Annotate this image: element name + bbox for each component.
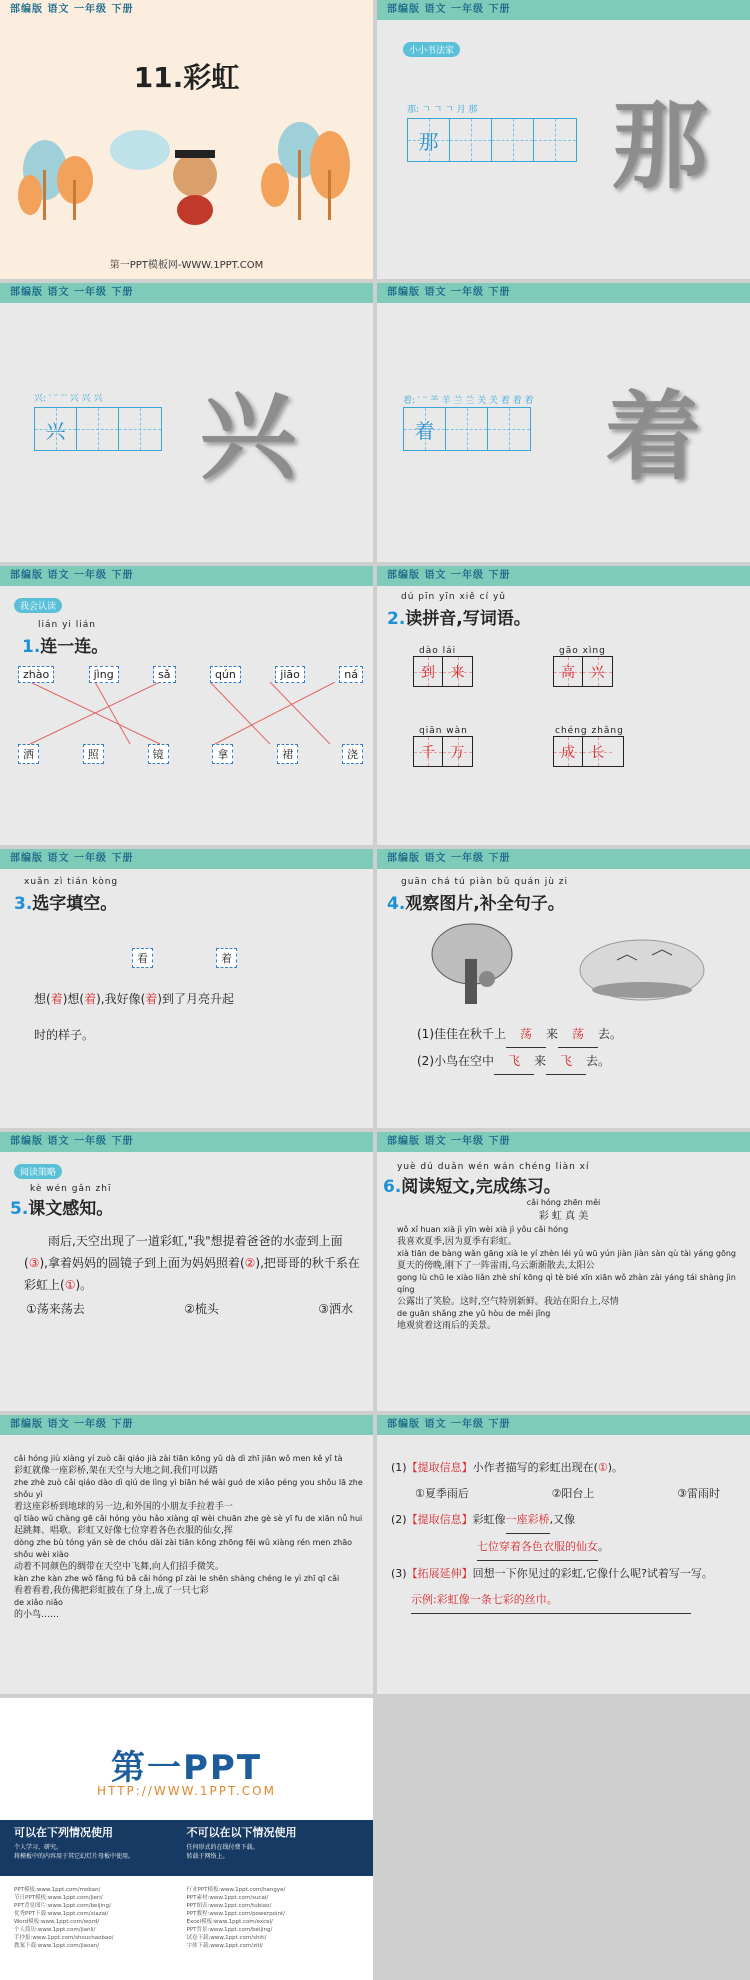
links-panel [0,1886,373,1950]
link-item[interactable]: 优秀PPT下载:www.1ppt.com/xiazai/ [14,1911,109,1917]
link-item[interactable]: PPT背景图片:www.1ppt.com/beijing/ [14,1903,111,1909]
paragraph-text: 雨后,天空出现了一道彩虹,"我"想提着爸爸的水壶到上面( [24,1234,343,1270]
link-item[interactable]: PPT素材:www.1ppt.com/sucai/ [186,1895,269,1901]
line-pinyin: wǒ xǐ huan xià jì yīn wèi xià jì yǒu cǎi hóng [397,1225,569,1234]
header-label: 部编版 语文 一年级 下册 [0,1415,373,1435]
title-pinyin: dú pīn yīn xiě cí yǔ [401,592,507,602]
link-item[interactable]: 行业PPT模板:www.1ppt.com/hangye/ [186,1887,286,1893]
paragraph-text: )。 [75,1278,93,1292]
stroke-order: 兴: ‵ ‵‵ ‵‵‵ 兴 兴 兴 [34,394,103,404]
question-tag: 【提取信息】 [406,1461,473,1474]
line-pinyin: kàn zhe kàn zhe wǒ fǎng fú bǎ cǎi hóng pī zài le shēn shàng chéng le yì zhī qī cǎi [14,1574,340,1583]
answer: 荡 [506,1021,546,1048]
header-label: 部编版 语文 一年级 下册 [0,566,373,586]
line-pinyin: de xiǎo niǎo [14,1598,63,1607]
answer: 一座彩桥 [506,1507,550,1534]
cover-title: 11.彩虹 [133,61,240,94]
item-number: 1. [22,637,41,657]
answer: ③ [28,1256,40,1270]
cover-site: 第一PPT模板网-WWW.1PPT.COM [109,260,264,271]
item-title: 读拼音,写词语。 [405,609,531,629]
word-group [413,646,473,687]
big-char: 那 [612,89,708,202]
cannot-item: 转载于网络上。 [186,1853,229,1860]
tianzi-grid [407,118,577,162]
title-pinyin: yuè dú duǎn wén wán chéng liàn xí [397,1162,590,1172]
answer: ① [597,1461,608,1474]
header-label: 部编版 语文 一年级 下册 [377,283,750,303]
badge-label: 阅读策略 [14,1164,62,1179]
birds-image [577,935,707,1005]
swing-tree-image [427,919,517,1009]
question-number: (2) [391,1513,407,1526]
option: ②阳台上 [551,1487,595,1500]
autumn-trees-illustration [0,100,373,260]
line-text: 起跳舞、唱歌。彩虹又好像七位穿着各色衣服的仙女,挥 [14,1526,233,1536]
tianzi-grid [34,407,162,451]
header-label: 部编版 语文 一年级 下册 [0,849,373,869]
header-label: 部编版 语文 一年级 下册 [377,0,750,20]
heading-pinyin: cǎi hóng zhēn měi [526,1198,601,1207]
slide-write-na[interactable] [377,0,750,279]
slide-connect[interactable] [0,566,373,845]
link-item[interactable]: 教案下载:www.1ppt.com/jiaoan/ [14,1943,100,1949]
word-char: 兴 [590,664,605,681]
link-item[interactable]: Excel模板:www.1ppt.com/excel/ [186,1919,273,1925]
header-label: 部编版 语文 一年级 下册 [10,4,134,15]
grid-char: 兴 [45,418,66,443]
item-number: 2. [387,609,406,629]
sentence-text: 来 [546,1027,559,1041]
grid-char: 那 [418,129,439,154]
slide-cover[interactable] [0,0,373,279]
empty-cell [377,1698,750,1980]
question-text: )。 [607,1461,624,1474]
slide-read-write[interactable] [377,566,750,845]
char-box[interactable]: 浇 [342,744,363,764]
sentence-text: 去。 [598,1027,623,1041]
word-pinyin: chéng zhǎng [555,726,624,736]
option: ③雷雨时 [677,1487,720,1500]
answer: ① [64,1278,76,1292]
link-item[interactable]: Word模板:www.1ppt.com/word/ [14,1919,100,1925]
slide-write-zhe[interactable] [377,283,750,562]
header-label: 部编版 语文 一年级 下册 [377,1132,750,1152]
can-item: 个人学习、研究。 [14,1844,63,1851]
char-box[interactable]: 照 [83,744,104,764]
tianzi-grid [403,407,531,451]
question-text: 回想一下你见过的彩虹,它像什么呢?试着写一写。 [472,1567,713,1580]
header-label: 部编版 语文 一年级 下册 [377,566,750,586]
option-box[interactable]: 看 [132,948,153,968]
title-pinyin: kè wén gǎn zhī [30,1184,112,1194]
stroke-order: 着: ‵ ‵‵ ⺷ 羊 兰 兰 关 关 着 着 着 [403,396,534,406]
link-item[interactable]: PPT教程:www.1ppt.com/powerpoint/ [186,1911,285,1917]
item-title: 观察图片,补全句子。 [405,894,565,914]
word-group [553,726,624,767]
heading-text: 彩 虹 真 美 [538,1211,589,1222]
paragraph-text: ),把哥哥的秋千系在彩虹上( [24,1256,360,1292]
passage-heading [377,1198,750,1222]
sentence-text: )想( [62,992,85,1006]
option: ②梳头 [184,1302,219,1316]
answer: 着 [145,992,158,1006]
title-pinyin: guān chá tú piàn bǔ quán jù zi [401,877,568,887]
sentences [417,1021,622,1075]
word-pinyin: qiān wàn [419,726,468,736]
slide-choose[interactable] [0,849,373,1128]
line-text: 着这座彩桥到地球的另一边,和外国的小朋友手拉着手一 [14,1502,233,1512]
word-char: 千 [421,744,435,761]
header-label: 部编版 语文 一年级 下册 [0,1132,373,1152]
logo: 第一PPT [110,1748,263,1788]
title-pinyin: lián yi lián [38,620,96,630]
badge-label: 我会认读 [14,598,62,613]
line-text: 的小鸟…… [14,1610,60,1620]
answer: 七位穿着各色衣服的仙女 [477,1534,598,1561]
line-text: 看着看着,我仿佛把彩虹披在了身上,成了一只七彩 [14,1586,209,1596]
item-title: 阅读短文,完成练习。 [401,1177,561,1197]
link-item[interactable]: 手抄报:www.1ppt.com/shouchaobao/ [14,1935,114,1941]
logo-url[interactable]: HTTP://WWW.1PPT.COM [97,1784,276,1798]
item-title: 连一连。 [40,637,109,657]
question-tag: 【拓展延伸】 [406,1567,473,1580]
header-label: 部编版 语文 一年级 下册 [0,283,373,303]
pinyin-box[interactable]: jiāo [275,666,305,683]
link-item[interactable]: PPT背景:www.1ppt.com/beijing/ [186,1927,273,1933]
usage-panel [0,1820,373,1876]
item-number: 3. [14,894,33,914]
questions-block [391,1455,740,1614]
sentence-text: )到了月亮升起 [157,992,234,1006]
cannot-item: 任何形式的在线付费下载。 [186,1844,259,1851]
answer: 荡 [558,1021,598,1048]
pinyin-box[interactable]: sǎ [153,666,175,683]
slide-passage-continued[interactable] [0,1415,373,1694]
answer: 着 [50,992,63,1006]
answer: ② [244,1256,256,1270]
word-char: 万 [450,744,465,761]
pinyin-box[interactable]: ná [339,666,363,683]
word-char: 到 [421,664,435,681]
question-text: ,又像 [549,1513,576,1526]
slide-reading[interactable] [0,1132,373,1411]
line-pinyin: dòng zhe bù tóng yán sè de chóu dài zài tiān kōng zhōng fēi wǔ xiàng rén men zhāo shǒu wèi xiào [14,1538,353,1559]
link-item[interactable]: 节日PPT模板:www.1ppt.com/jieri/ [14,1895,103,1901]
passage-body [397,1224,742,1332]
line-text: 彩虹就像一座彩桥,架在天空与大地之间,我们可以踏 [14,1466,218,1476]
option-box[interactable]: 着 [216,948,237,968]
sentence-text: 来 [534,1054,547,1068]
item-number: 4. [387,894,406,914]
pinyin-box[interactable]: jìng [89,666,119,683]
big-char: 着 [605,380,701,493]
question-text: 彩虹像 [472,1513,506,1526]
line-text: 夏天的傍晚,刚下了一阵雷雨,乌云渐渐散去,太阳公 [397,1261,595,1271]
link-item[interactable]: PPT图表:www.1ppt.com/tubiao/ [186,1903,272,1909]
word-group [553,646,613,687]
word-pinyin: gāo xìng [559,646,606,656]
char-box[interactable]: 镜 [148,744,169,764]
can-title: 可以在下列情况使用 [14,1826,113,1839]
fill-sentence [34,981,359,1053]
sentence-text: 想( [34,992,51,1006]
word-char: 成 [561,744,575,761]
question-tag: 【提取信息】 [406,1513,473,1526]
link-item[interactable]: PPT模板:www.1ppt.com/moban/ [14,1887,101,1893]
slide-ad[interactable] [0,1698,373,1980]
big-char: 兴 [200,380,296,493]
line-text: 我喜欢夏季,因为夏季有彩虹。 [397,1237,517,1247]
pinyin-box[interactable]: qún [210,666,241,683]
answer: 飞 [546,1048,586,1075]
char-row [18,744,363,764]
calligraphy-badge [403,38,460,57]
line-text: 动着不同颜色的绸带在天空中飞舞,向人们招手微笑。 [14,1562,224,1572]
char-box[interactable]: 洒 [18,744,39,764]
example-answer: 示例:彩虹像一条七彩的丝巾。 [411,1587,691,1614]
pinyin-row [18,666,363,683]
word-char: 长 [590,744,605,761]
slide-questions[interactable] [377,1415,750,1694]
line-pinyin: zhe zhè zuò cǎi qiáo dào dì qiú de lìng yì biān hé wài guó de xiǎo péng you shǒu lā zhe shǒu yì [14,1478,363,1499]
char-box[interactable]: 拿 [212,744,233,764]
item-title: 课文感知。 [28,1199,114,1219]
sentence-text: (1)佳佳在秋千上 [417,1027,506,1041]
word-char: 来 [450,664,465,681]
cannot-title: 不可以在以下情况使用 [186,1826,297,1839]
question-number: (1) [391,1461,407,1474]
link-item[interactable]: 试卷下载:www.1ppt.com/shiti/ [186,1935,267,1941]
header-label: 部编版 语文 一年级 下册 [377,849,750,869]
options-row [26,1300,353,1317]
char-box[interactable]: 裙 [277,744,298,764]
can-item: 将模板中的内容用于其它幻灯片母板中使用。 [14,1853,135,1860]
pinyin-box[interactable]: zhào [18,666,54,683]
badge-label: 小小书法家 [403,42,460,57]
option: ①夏季雨后 [415,1487,469,1500]
option: ③洒水 [318,1302,353,1316]
slide-passage[interactable] [377,1132,750,1411]
reading-paragraph [24,1230,361,1296]
word-pinyin: dào lái [419,646,457,656]
item-number: 5. [10,1199,29,1219]
sentence-text: 去。 [586,1054,611,1068]
line-pinyin: gong lù chū le xiào liǎn zhè shí kōng qì tè bié xīn xiān wǒ zhàn zài yáng tái shàng jìn qíng [397,1273,736,1294]
word-char: 高 [561,664,575,681]
paragraph-text: ),拿着妈妈的圆镜子到上面为妈妈照着( [39,1256,245,1270]
header-label: 部编版 语文 一年级 下册 [377,1415,750,1435]
title-pinyin: xuǎn zì tián kòng [24,877,119,887]
line-pinyin: de guān shǎng zhe yǔ hòu de měi jǐng [397,1309,551,1318]
answer: 飞 [494,1048,534,1075]
line-pinyin: qǐ tiào wǔ chàng gē cǎi hóng yòu hǎo xiàng qī wèi chuān zhe gè sè yī fu de xiān nǚ hui [14,1514,363,1523]
link-item[interactable]: 字体下载:www.1ppt.com/ziti/ [186,1943,264,1949]
question-text: 小作者描写的彩虹出现在( [472,1461,598,1474]
slide-write-xing[interactable] [0,283,373,562]
stroke-order: 那: ㄱ ㄱ ㄱ 月 那 [407,105,478,115]
item-number: 6. [383,1177,402,1197]
line-text: 地观赏着这雨后的美景。 [397,1321,497,1331]
passage-body [14,1453,365,1621]
line-pinyin: xià tiān de bàng wǎn gāng xià le yí zhèn léi yǔ wū yún jiàn jiàn sàn qù tài yáng gōng [397,1249,736,1258]
item-title: 选字填空。 [32,894,118,914]
grid-char: 着 [414,418,435,443]
question-number: (3) [391,1567,407,1580]
line-text: 公露出了笑脸。这时,空气特别新鲜。我站在阳台上,尽情 [397,1297,619,1307]
sentence-text: 时的样子。 [34,1028,95,1042]
answer: 着 [84,992,97,1006]
link-item[interactable]: 个人简历:www.1ppt.com/jianli/ [14,1927,96,1933]
option: ①荡来荡去 [26,1302,85,1316]
slide-pictures[interactable] [377,849,750,1128]
sentence-text: ),我好像( [96,992,146,1006]
line-pinyin: cǎi hóng jiù xiàng yí zuò cǎi qiáo jià zài tiān kōng yǔ dà dì zhī jiān wǒ men kě yǐ tà [14,1454,343,1463]
question-text: 。 [598,1540,609,1553]
word-group [413,726,473,767]
sentence-text: (2)小鸟在空中 [417,1054,494,1068]
